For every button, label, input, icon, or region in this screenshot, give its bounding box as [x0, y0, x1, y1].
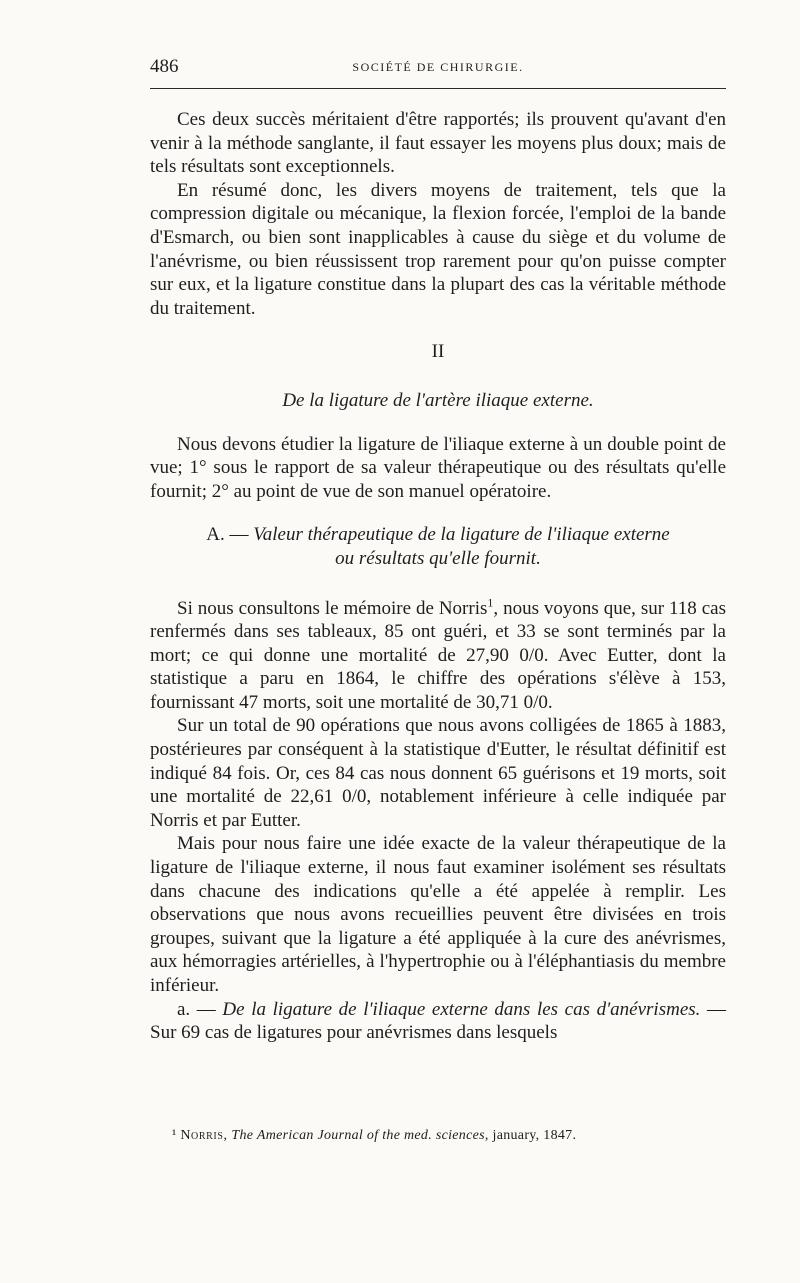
paragraph-5: Sur un total de 90 opérations que nous avons colligées de 1865 à 1883, postérieures par conséquent à la statistique d'Eutter, le résultat définitif est indiqué 84 fois. Or, ces 84 cas nous donnent 65 guérisons et 19 morts, soit une mortalité de 22,61 0/0, notablement inférieure à celle indiquée par Norris et par Eutter.: [150, 715, 726, 831]
footnote-reference: 1: [487, 595, 494, 610]
paragraph-6: Mais pour nous faire une idée exacte de la valeur thérapeutique de la ligature de l'iliaque externe, il nous faut examiner isolément ses résultats dans chacune des indications qu'elle a été appelée à remplir. Les observations que nous avons recueillies peuvent être divisées en trois groupes, suivant que la ligature a été appliquée à la cure des anévrismes, aux hémorragies artérielles, à l'hypertrophie ou à l'éléphantiasis du membre inférieur.: [150, 833, 726, 996]
page-number: 486: [150, 56, 179, 77]
paragraph-7-label: a. —: [177, 998, 216, 1020]
paragraph-3: Nous devons étudier la ligature de l'iliaque externe à un double point de vue; 1° sous le rapport de sa valeur thérapeutique ou des résultats qu'elle fournit; 2° au point de vue de son manuel opératoire.: [150, 433, 726, 502]
paragraph-7-heading: De la ligature de l'iliaque externe dans les cas d'anévrismes.: [222, 998, 701, 1020]
footnote: [172, 1128, 732, 1144]
footnote-date: january, 1847.: [492, 1128, 577, 1143]
subsection-title: [150, 523, 726, 570]
subsection-label: A. —: [206, 524, 249, 546]
running-title: SOCIÉTÉ DE CHIRURGIE.: [352, 60, 524, 74]
section-numeral: II: [431, 341, 445, 363]
header-rule: [150, 88, 726, 89]
paragraph-4-start: Si nous consultons le mémoire de Norris: [177, 597, 488, 619]
footnote-marker: ¹: [172, 1128, 177, 1143]
page-header: [150, 56, 726, 82]
section-title: De la ligature de l'artère iliaque externe.: [282, 389, 594, 411]
paragraph-7: [150, 998, 726, 1045]
paragraph-7-text: — Sur 69 cas de ligatures pour anévrismes dans lesquels: [150, 998, 727, 1044]
paragraph-1: Ces deux succès méritaient d'être rapportés; ils prouvent qu'avant d'en venir à la méthode sanglante, il faut essayer les moyens plus doux; mais de tels résultats sont exceptionnels.: [150, 109, 726, 178]
subsection-title-line1: Valeur thérapeutique de la ligature de l'iliaque externe: [253, 524, 670, 546]
footnote-author: Norris,: [180, 1128, 228, 1143]
body-text: [150, 108, 726, 1045]
paragraph-2: En résumé donc, les divers moyens de traitement, tels que la compression digitale ou mécanique, la flexion forcée, l'emploi de la bande d'Esmarch, ou bien sont inapplicables à cause du siège et du volume de l'anévrisme, ou bien réussissent trop rarement pour qu'on puisse compter sur eux, et la ligature constitue dans la plupart des cas la véritable méthode du traitement.: [150, 179, 726, 319]
subsection-title-line2: ou résultats qu'elle fournit.: [335, 547, 541, 569]
paragraph-4-end: , nous voyons que, sur 118 cas renfermés dans ses tableaux, 85 ont guéri, et 33 se sont terminés par la mort; ce qui donne une mortalité de 27,90 0/0. Avec Eutter, dont la statistique a paru en 1864, le chiffre des opérations s'élève à 153, fournissant 47 morts, soit une mortalité de 30,71 0/0.: [150, 597, 726, 713]
paragraph-4: [150, 597, 726, 715]
footnote-journal: The American Journal of the med. sciences,: [231, 1128, 489, 1143]
